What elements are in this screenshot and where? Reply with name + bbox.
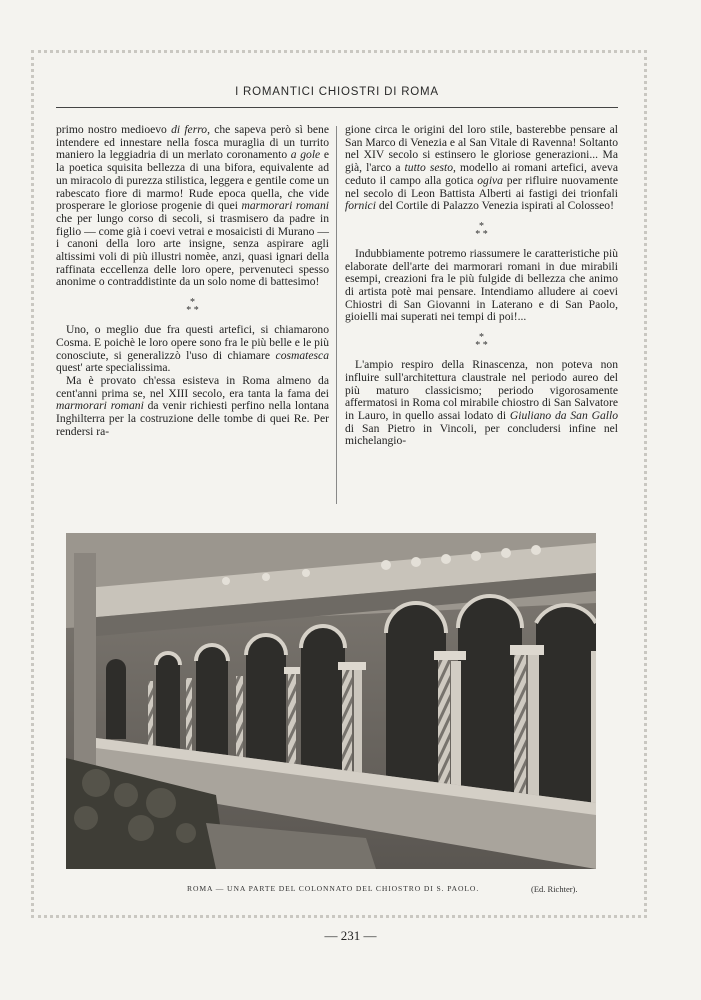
left-column: [56, 124, 329, 438]
asterism-divider: * * *: [186, 297, 199, 317]
figure-caption: ROMA — UNA PARTE DEL COLONNATO DEL CHIOSTRO DI S. PAOLO.: [187, 884, 480, 893]
paragraph: primo nostro medioevo di ferro, che sapeva però sì bene intendere ed innestare nella fosca muraglia di un turrito maniero la leggiadria di un merlato coronamento a gole e la poetica squisita bellezza di una bifora, equivalente ad un miracolo di purezza stilistica, leggera e gentile come un rabescato fiore di marmo! Rude epoca quella, che vide prosperare le gloriose progenie di quei marmorari romani che per lungo corso di secoli, si trasmisero da padre in figlio — come già i coevi vetrai e mosaicisti di Murano — i canoni della loro arte insigne, senza aspirare agli altissimi voli di più illustri nomèe, anzi, quasi ignari della raffinata eccellenza delle loro opere, pervenuteci spesso anonime o contraddistinte da un solo nome di battesimo!: [56, 123, 329, 289]
paragraph: Ma è provato ch'essa esisteva in Roma almeno da cent'anni prima se, nel XIII secolo, era tanta la fama dei marmorari romani da venir richiesti perfino nella lontana Inghilterra per la costruzione delle tombe di quei Re. Per rendersi ra-: [56, 373, 330, 438]
figure-credit: (Ed. Richter).: [531, 884, 578, 894]
page-number: — 231 —: [324, 928, 377, 943]
cloister-illustration: [66, 533, 596, 869]
paragraph: Uno, o meglio due fra questi artefici, si chiamarono Cosma. E poichè le loro opere sono fra le più belle e le più conosciute, si generalizzò l'uso di chiamare cosmatesca quest' arte specialissima.: [56, 323, 329, 375]
paragraph: Indubbiamente potremo riassumere le caratteristiche più elaborate dell'arte dei marmorari romani in due mirabili esempi, creazioni fra le più fulgide di bellezza che animo di artista potè mai pensare. Intendiamo alludere ai coevi Chiostri di San Giovanni in Laterano e di San Paolo, gioielli mai superati nei tempi di poi!...: [345, 246, 618, 324]
header-rule: [56, 107, 618, 108]
asterism-divider: * * *: [475, 220, 488, 240]
cloister-colonnade-photo: [66, 533, 596, 869]
column-divider: [336, 126, 337, 504]
asterism-divider: * * *: [475, 332, 488, 352]
paragraph: gione circa le origini del loro stile, basterebbe pensare al San Marco di Venezia e al San Vitale di Ravenna! Soltanto nel XIV secolo si estinsero le gloriose generazioni... Ma già, l'arco a tutto sesto, modello ai romani artefici, aveva ceduto il campo alla gotica ogiva per rifluire nuovamente nel secolo di Leon Battista Alberti ai fastigi dei trionfali fornici del Cortile di Palazzo Venezia ispirati al Colosseo!: [345, 123, 618, 213]
right-column: [345, 124, 618, 448]
paragraph: L'ampio respiro della Rinascenza, non poteva non influire sull'architettura claustrale nel periodo aureo del più maturo classicismo; periodo vigorosamente affermatosi in Roma col mirabile chiostro di San Salvatore in Lauro, in quello assai lodato di Giuliano da San Gallo di San Pietro in Vincoli, per concludersi infine nel michelangio-: [345, 358, 618, 448]
running-header: I ROMANTICI CHIOSTRI DI ROMA: [235, 86, 439, 98]
